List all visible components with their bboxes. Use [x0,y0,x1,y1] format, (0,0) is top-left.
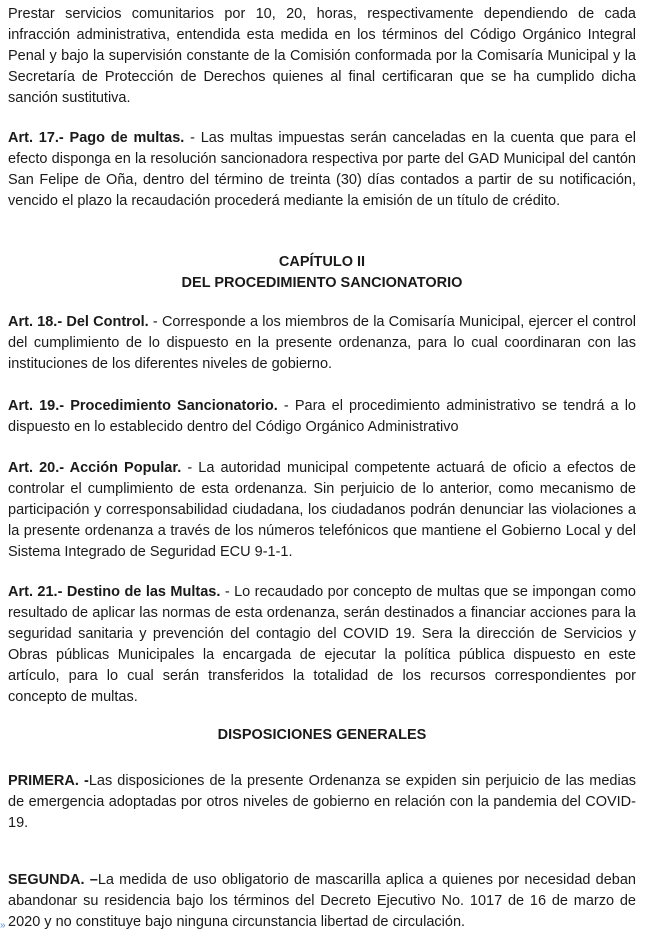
article-18-text: - Corresponde a los miembros de la Comisaría Municipal, ejercer el control del cumplimiento de lo dispuesto en la presente ordenanza, para lo cual coordinaran con las instituciones de los diferentes niveles de gobierno. [8,314,636,372]
provision-segunda-title: SEGUNDA. – [8,872,98,888]
paragraph-intro: Prestar servicios comunitarios por 10, 20, horas, respectivamente dependiendo de cada infracción administrativa, entendida esta medida en los términos del Código Orgánico Integral Penal y bajo la supervisión constante de la Comisión conformada por la Comisaría Municipal y la Secretaría de Protección de Derechos quienes al final certificaran que se ha cumplido dicha sanción sustitutiva. [8,6,636,106]
article-19-title: Art. 19.- Procedimiento Sancionatorio. [8,398,278,414]
provision-primera-text: Las disposiciones de la presente Ordenanza se expiden sin perjuicio de las medias de emergencia adoptadas por otros niveles de gobierno en relación con la pandemia del COVID-19. [8,773,637,831]
article-20-title: Art. 20.- Acción Popular. [8,460,182,476]
general-provisions-heading: DISPOSICIONES GENERALES [217,727,427,743]
provision-primera-title: PRIMERA. - [8,773,89,789]
article-21-text: - Lo recaudado por concepto de multas que se impongan como resultado de aplicar las normas de esta ordenanza, serán destinados a financiar acciones para la seguridad sanitaria y prevención del contagio del COVID 19. Sera la dirección de Servicios y Obras públicas Municipales la encargada de ejecutar la política pública dispuesto en este artículo, para lo cual serán transferidos la totalidad de los recursos correspondientes por concepto de multas. [8,584,636,705]
chapter-number: CAPÍTULO II [278,254,366,270]
article-17-text: - Las multas impuestas serán canceladas en la cuenta que para el efecto disponga en la resolución sancionadora respectiva por parte del GAD Municipal del cantón San Felipe de Oña, dentro del término de treinta (30) días contados a partir de su notificación, vencido el plazo la recaudación procederá mediante la emisión de un título de crédito. [8,130,636,209]
article-21 [8,582,636,708]
article-18 [8,312,636,375]
article-20-text: - La autoridad municipal competente actuará de oficio a efectos de controlar el cumplimiento de esta ordenanza. Sin perjuicio de lo anterior, como mecanismo de participación y corresponsabilidad ciudadana, los ciudadanos podrán denunciar las violaciones a la presente ordenanza a través de los números telefónicos que mantiene el Gobierno Local y del Sistema Integrado de Seguridad ECU 9-1-1. [8,460,636,560]
chapter-title: DEL PROCEDIMIENTO SANCIONATORIO [181,275,463,291]
article-21-title: Art. 21.- Destino de las Multas. [8,584,221,600]
article-20 [8,458,636,563]
article-18-title: Art. 18.- Del Control. [8,314,149,330]
article-17-title: Art. 17.- Pago de multas. [8,130,185,146]
provision-primera [8,771,636,834]
article-19 [8,396,636,438]
article-17 [8,128,636,212]
article-19-text: - Para el procedimiento administrativo se tendrá a lo dispuesto en lo establecido dentro del Código Orgánico Administrativo [8,398,637,435]
margin-mark-icon: » [0,920,6,931]
provision-segunda-text: La medida de uso obligatorio de mascarilla aplica a quienes por necesidad deban abandonar su residencia bajo los términos del Decreto Ejecutivo No. 1017 de 16 de marzo de 2020 y no constituye bajo ninguna circunstancia libertad de circulación. [8,872,636,930]
provision-segunda [8,870,636,933]
